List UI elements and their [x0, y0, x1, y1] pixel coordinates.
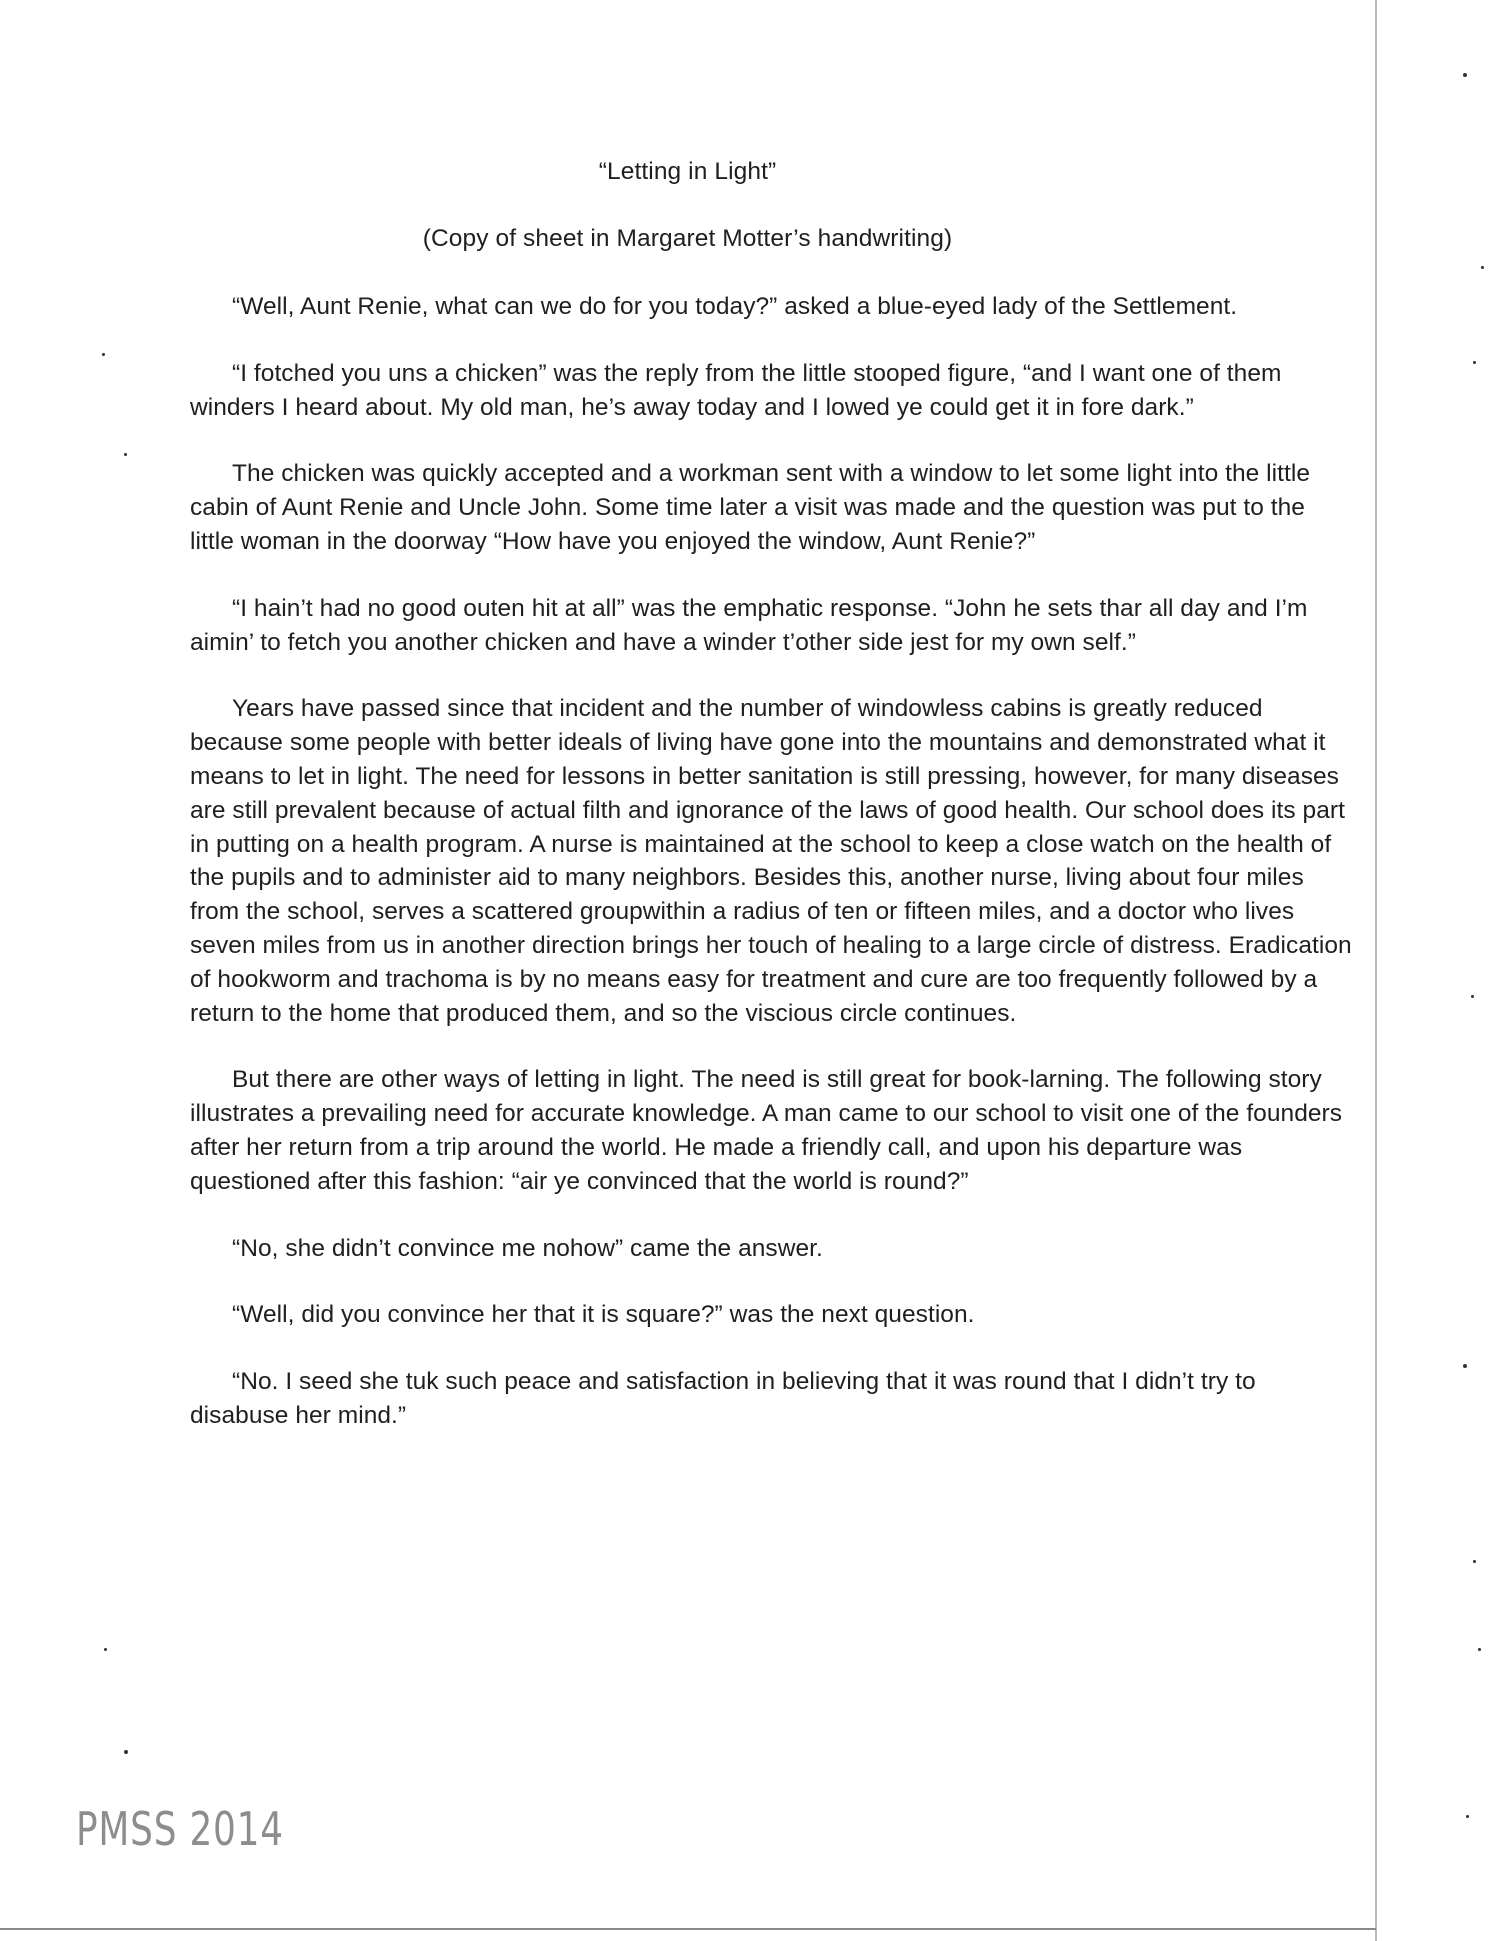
scan-speck: [124, 1750, 128, 1754]
archive-watermark: PMSS 2014: [76, 1802, 284, 1856]
scan-speck: [1466, 1815, 1469, 1818]
document-subtitle: (Copy of sheet in Margaret Motter’s handwriting): [422, 225, 953, 252]
document-body: [190, 290, 1355, 1466]
document-title: “Letting in Light”: [598, 158, 777, 185]
paragraph: Years have passed since that incident and the number of windowless cabins is greatly reduced because some people with better ideals of living have gone into the mountains and demonstrated what it means to let in light. The need for lessons in better sanitation is still pressing, however, for many diseases are still prevalent because of actual filth and ignorance of the laws of good health. Our school does its part in putting on a health program. A nurse is maintained at the school to keep a close watch on the health of the pupils and to administer aid to many neighbors. Besides this, another nurse, living about four miles from the school, serves a scattered groupwithin a radius of ten or fifteen miles, and a doctor who lives seven miles from us in another direction brings her touch of healing to a large circle of distress. Eradication of hookworm and trachoma is by no means easy for treatment and cure are too frequently followed by a return to the home that produced them, and so the viscious circle continues.: [190, 695, 1352, 1027]
scan-speck: [1463, 1364, 1467, 1368]
scan-speck: [1471, 995, 1474, 998]
paragraph: But there are other ways of letting in light. The need is still great for book-larning. The following story illustrates a prevailing need for accurate knowledge. A man came to our school to visit one of the founders after her return from a trip around the world. He made a friendly call, and upon his departure was questioned after this fashion: “air ye convinced that the world is round?”: [190, 1066, 1343, 1195]
paragraph: The chicken was quickly accepted and a workman sent with a window to let some light into the little cabin of Aunt Renie and Uncle John. Some time later a visit was made and the question was put to the little woman in the doorway “How have you enjoyed the window, Aunt Renie?”: [190, 460, 1311, 555]
scan-speck: [1478, 1648, 1481, 1651]
paragraph: “Well, did you convince her that it is square?” was the next question.: [232, 1301, 975, 1329]
scan-speck: [1473, 361, 1476, 364]
paragraph: “I hain’t had no good outen hit at all” was the emphatic response. “John he sets thar all day and I’m aimin’ to fetch you another chicken and have a winder t’other side jest for my own self.”: [190, 594, 1308, 656]
scan-speck: [1473, 1560, 1476, 1563]
scan-speck: [1463, 73, 1467, 77]
paragraph: “No, she didn’t convince me nohow” came the answer.: [232, 1234, 823, 1262]
paragraph: “I fotched you uns a chicken” was the reply from the little stooped figure, “and I want one of them winders I heard about. My old man, he’s away today and I lowed ye could get it in fore dark.”: [190, 359, 1282, 421]
scan-bottom-edge-line: [0, 1928, 1376, 1930]
scan-speck: [124, 453, 127, 456]
paragraph: “No. I seed she tuk such peace and satisfaction in believing that it was round that I didn’t try to disabuse her mind.”: [190, 1368, 1256, 1429]
paragraph: “Well, Aunt Renie, what can we do for you today?” asked a blue-eyed lady of the Settlement.: [232, 293, 1238, 320]
scan-right-edge-line: [1375, 0, 1377, 1941]
scan-speck: [102, 353, 105, 356]
scan-speck: [1481, 266, 1484, 269]
scan-speck: [104, 1648, 107, 1651]
